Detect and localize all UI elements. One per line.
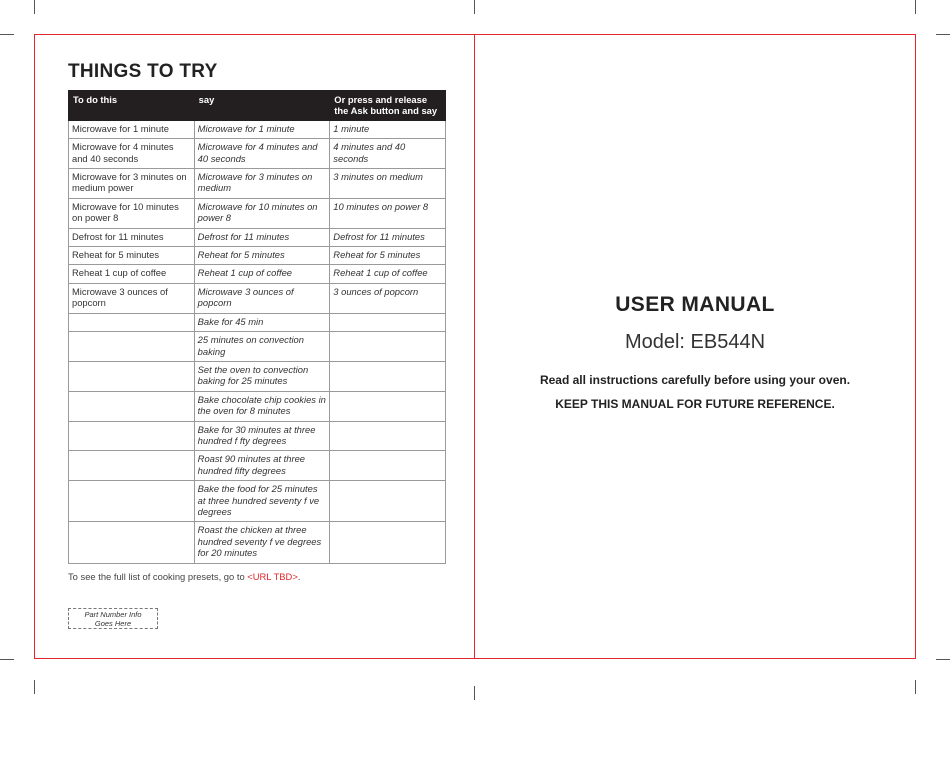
cell-ask xyxy=(330,481,446,522)
table-row xyxy=(69,522,446,563)
table-row xyxy=(69,391,446,421)
table-row xyxy=(69,451,446,481)
cell-say: Microwave for 3 minutes on medium xyxy=(194,169,330,199)
table-row xyxy=(69,120,446,138)
left-page xyxy=(34,34,475,659)
table-row xyxy=(69,332,446,362)
cell-say: Reheat for 5 minutes xyxy=(194,247,330,265)
cell-say: Reheat 1 cup of coffee xyxy=(194,265,330,283)
read-instructions-note: Read all instructions carefully before using your oven. xyxy=(539,373,851,387)
cell-ask: Reheat for 5 minutes xyxy=(330,247,446,265)
cell-say: Microwave 3 ounces of popcorn xyxy=(194,283,330,313)
cell-say: Microwave for 1 minute xyxy=(194,120,330,138)
presets-url-link[interactable]: <URL TBD> xyxy=(247,571,298,582)
column-header-say: say xyxy=(194,91,330,121)
cell-ask: 3 minutes on medium xyxy=(330,169,446,199)
table-row xyxy=(69,361,446,391)
table-row xyxy=(69,139,446,169)
cell-say: 25 minutes on convection baking xyxy=(194,332,330,362)
crop-mark xyxy=(34,680,35,694)
cell-say: Set the oven to convection baking for 25 minutes xyxy=(194,361,330,391)
crop-mark xyxy=(936,34,950,35)
cell-ask: Defrost for 11 minutes xyxy=(330,228,446,246)
table-row xyxy=(69,283,446,313)
cell-to-do: Microwave 3 ounces of popcorn xyxy=(69,283,195,313)
table-row xyxy=(69,198,446,228)
table-row xyxy=(69,481,446,522)
cell-say: Microwave for 4 minutes and 40 seconds xyxy=(194,139,330,169)
model-number: Model: EB544N xyxy=(624,331,766,353)
table-row xyxy=(69,247,446,265)
right-page xyxy=(474,34,916,659)
cell-say: Bake for 30 minutes at three hundred f fty degrees xyxy=(194,421,330,451)
cell-ask xyxy=(330,332,446,362)
cell-to-do: Defrost for 11 minutes xyxy=(69,228,195,246)
cell-ask xyxy=(330,421,446,451)
cell-ask: 4 minutes and 40 seconds xyxy=(330,139,446,169)
cell-to-do: Reheat for 5 minutes xyxy=(69,247,195,265)
table-body xyxy=(69,120,446,563)
footnote-end: . xyxy=(297,571,301,582)
table-row xyxy=(69,265,446,283)
cell-ask xyxy=(330,313,446,331)
cell-to-do xyxy=(69,313,195,331)
cell-to-do xyxy=(69,332,195,362)
cell-ask xyxy=(330,522,446,563)
crop-mark xyxy=(474,0,475,14)
cell-to-do: Microwave for 10 minutes on power 8 xyxy=(69,198,195,228)
table-row xyxy=(69,228,446,246)
cell-ask xyxy=(330,391,446,421)
cell-say: Bake for 45 min xyxy=(194,313,330,331)
cell-to-do: Microwave for 4 minutes and 40 seconds xyxy=(69,139,195,169)
column-header-ask: Or press and release the Ask button and say xyxy=(330,91,446,121)
cell-to-do: Reheat 1 cup of coffee xyxy=(69,265,195,283)
cell-to-do xyxy=(69,522,195,563)
column-header-to-do: To do this xyxy=(69,91,195,121)
keep-manual-note: KEEP THIS MANUAL FOR FUTURE REFERENCE. xyxy=(555,397,835,411)
cell-ask: 10 minutes on power 8 xyxy=(330,198,446,228)
table-row xyxy=(69,169,446,199)
cell-ask xyxy=(330,451,446,481)
cell-to-do: Microwave for 3 minutes on medium power xyxy=(69,169,195,199)
part-number-box xyxy=(68,608,158,629)
cell-ask xyxy=(330,361,446,391)
user-manual-title: USER MANUAL xyxy=(615,293,775,316)
presets-footnote xyxy=(68,571,300,582)
crop-mark xyxy=(915,0,916,14)
table-row xyxy=(69,421,446,451)
cell-to-do xyxy=(69,391,195,421)
part-number-line2: Goes Here xyxy=(94,619,132,628)
footnote-text: To see the full list of cooking presets, go to xyxy=(68,571,248,582)
cell-to-do: Microwave for 1 minute xyxy=(69,120,195,138)
crop-mark xyxy=(0,34,14,35)
cell-to-do xyxy=(69,451,195,481)
crop-mark xyxy=(34,0,35,14)
cell-say: Bake the food for 25 minutes at three hundred seventy f ve degrees xyxy=(194,481,330,522)
cell-to-do xyxy=(69,361,195,391)
cell-to-do xyxy=(69,421,195,451)
crop-mark xyxy=(474,686,475,700)
crop-mark xyxy=(915,680,916,694)
cell-say: Roast the chicken at three hundred seventy f ve degrees for 20 minutes xyxy=(194,522,330,563)
table-row xyxy=(69,313,446,331)
things-to-try-title: THINGS TO TRY xyxy=(68,61,218,82)
part-number-line1: Part Number Info xyxy=(84,610,142,619)
cell-to-do xyxy=(69,481,195,522)
things-to-try-table xyxy=(68,90,446,564)
cell-say: Microwave for 10 minutes on power 8 xyxy=(194,198,330,228)
cell-say: Bake chocolate chip cookies in the oven for 8 minutes xyxy=(194,391,330,421)
crop-mark xyxy=(0,659,14,660)
cell-ask: 3 ounces of popcorn xyxy=(330,283,446,313)
cell-ask: 1 minute xyxy=(330,120,446,138)
cell-say: Roast 90 minutes at three hundred fifty degrees xyxy=(194,451,330,481)
table-header-row xyxy=(69,91,446,121)
cell-ask: Reheat 1 cup of coffee xyxy=(330,265,446,283)
cell-say: Defrost for 11 minutes xyxy=(194,228,330,246)
crop-mark xyxy=(936,659,950,660)
